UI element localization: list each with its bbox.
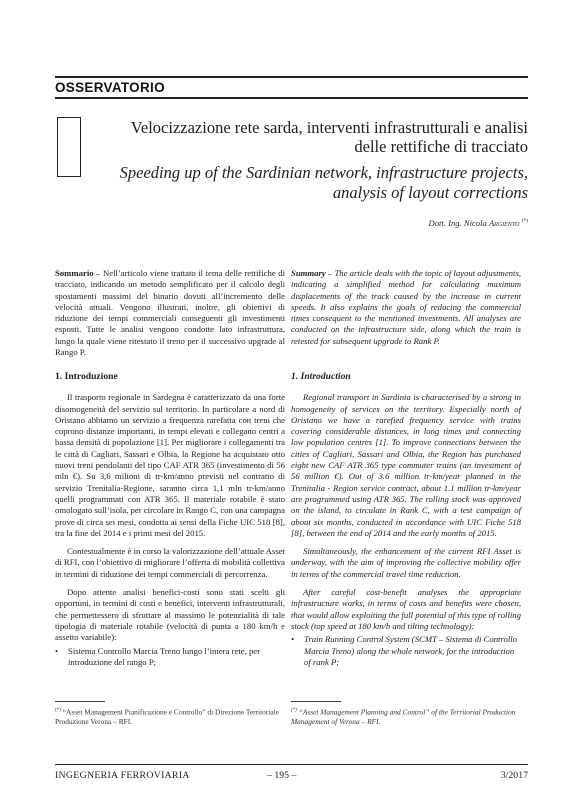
footnote-marker: (*): [55, 708, 61, 713]
bullet-symbol: •: [291, 634, 295, 645]
section-it-bullet-text: Sistema Controllo Marcia Treno lungo l’intera rete, per introduzione del rango P;: [68, 645, 261, 667]
section-english: [291, 371, 521, 668]
footnote-rule-left: [55, 701, 105, 702]
footnote-it-text: “Asset Management Pianificazione e Controllo” di Direzione Territoriale Produzione Verona – RFI.: [55, 707, 279, 727]
abstract-italian: [55, 268, 285, 358]
footnote-italian: [55, 706, 285, 727]
section-en-bullet: [291, 634, 521, 668]
abstract-english: [291, 268, 521, 347]
section-en-paragraph-3: After careful cost-benefit analyses the appropriate infrastructure works, in terms of costs and benefits were chosen, that would allow exploiting the full potential of this type of rolling stock (top speed at 180 km/h and tilting technology):: [291, 587, 521, 631]
footnote-rule-right: [291, 701, 341, 702]
title-english: Speeding up of the Sardinian network, infrastructure projects, analysis of layout corrections: [119, 163, 528, 202]
decorative-frame: [57, 117, 81, 177]
footer-journal: INGEGNERIA FERROVIARIA: [55, 770, 190, 781]
abstract-en-text: – The article deals with the topic of layout adjustments, indicating a simplified method for calculating maximum displacements of the track caused by the increase in current speeds. It also explains the goals of reducing the commercial times consequent to the mentioned investments. All analyses are conducted on the infrastructure side, along which the train is retested for subsequent upgrade to Rank P.: [291, 268, 521, 346]
title-italian: Velocizzazione rete sarda, interventi infrastrutturali e analisi delle rettifiche di tracciato: [130, 118, 528, 156]
author-surname: Argiento: [488, 218, 520, 228]
section-it-paragraph-3: Dopo attente analisi benefici-costi sono stati scelti gli opportuni, in termini di costi e benefici, interventi infrastrutturali, che permettessero di sfruttare al massimo le potenzialità di tale tipologia di materiale rotabile (velocità di punta a 180 km/h e assetto variabile):: [55, 587, 285, 643]
abstract-it-lead: Sommario: [55, 268, 94, 278]
section-it-bullet: [55, 646, 285, 669]
section-italian: [55, 371, 285, 668]
abstract-en-lead: Summary: [291, 268, 326, 278]
footnote-en-text: “Asset Management Planning and Control” of the Territorial Production Management of Verona – RFI.: [291, 707, 516, 727]
footnote-marker: (*): [291, 708, 297, 713]
section-it-paragraph-2: Contestualmente è in corso la valorizzazione dell’attuale Asset di RFI, con l’obiettivo di migliorare l’offerta di mobilità collettiva in termini di riduzione dei tempi commerciali di percorrenza.: [55, 546, 286, 579]
section-it-heading: 1. Introduzione: [55, 371, 118, 382]
section-en-bullet-text: Train Running Control System (SCMT – Sistema di Controllo Marcia Treno) along the whole network, for the introduction of rank P;: [304, 634, 518, 667]
author-marker: (*): [521, 218, 528, 225]
author-line: [429, 218, 528, 228]
abstract-it-text: – Nell’articolo viene trattato il tema delle rettifiche di tracciato, indicando un metodo semplificato per il calcolo degli spostamenti massimi del binario dovuti all’incremento delle velocità attuali. Vengono illustrati, inoltre, gli obiettivi di riduzione dei tempi commerciali conseguenti gli investimenti esposti. Tutte le analisi vengono condotte lato infrastruttura, lungo la quale viene ritestato il treno per il successivo upgrade al Rango P.: [55, 268, 285, 358]
author-prefix: Dott. Ing. Nicola: [428, 218, 487, 228]
section-en-heading: 1. Introduction: [291, 371, 351, 382]
section-it-paragraph-1: Il trasporto regionale in Sardegna è caratterizzato da una forte disomogeneità del servizio sul territorio. In particolare a nord di Oristano abbiamo un servizio a frequenza rarefatta con treni che coprono distanze importanti, in tempi elevati e collegano centri a bassa densità di popolazione [1]. Per migliorare i collegamenti tra le città di Cagliari, Sassari e Olbia, la Regione ha acquistato otto nuovi treni pendolanti del tipo CAF ATR 365 (investimento di 56 mln €). Su 3,6 milioni di tr-km/anno previsti nel contratto di servizio Trenitalia-Regione, saranno circa 1,1 mln tr-km/anno quelli programmati con ATR 365. Il materiale rotabile è stato omologato sull’isola, per circolare in Rango C, con una campagna prove di circa sei mesi, condotta ai sensi della Fiche UIC 518 [8], tra la fine del 2014 e i primi mesi del 2015.: [55, 392, 285, 538]
section-label: OSSERVATORIO: [55, 80, 165, 95]
footer-rule: [55, 764, 528, 765]
footnote-english: [291, 706, 521, 727]
bullet-symbol: •: [55, 645, 59, 656]
section-en-paragraph-2: Simultaneously, the enhancement of the current RFI Asset is underway, with the aim of improving the collective mobility offer in terms of the commercial travel time reduction.: [291, 546, 521, 579]
footer-page-number: – 195 –: [267, 770, 297, 781]
footer-issue: 3/2017: [500, 770, 528, 781]
header-rule-top: [55, 76, 528, 78]
header-rule-bottom: [55, 97, 528, 99]
section-en-paragraph-1: Regional transport in Sardinia is characterised by a strong in homogeneity of services on the territory. Especially north of Oristano we have a rarefied frequency service with trains covering considerable distances, in long times and connecting low population centres [1]. To improve connections between the cities of Cagliari, Sassari and Olbia, the Region has purchased eight new CAF ATR 365 type commuter trains (an investment of 56 million €). Out of 3.6 million tr-km/year planned in the Trenitalia - Region service contract, about 1.1 million tr-km/year are programmed using ATR 365. The rolling stock was approved on the island, to circulate in Rank C, with a test campaign of about six months, conducted in accordance with UIC Fiche 518 [8], between the end of 2014 and the early months of 2015.: [291, 392, 521, 538]
